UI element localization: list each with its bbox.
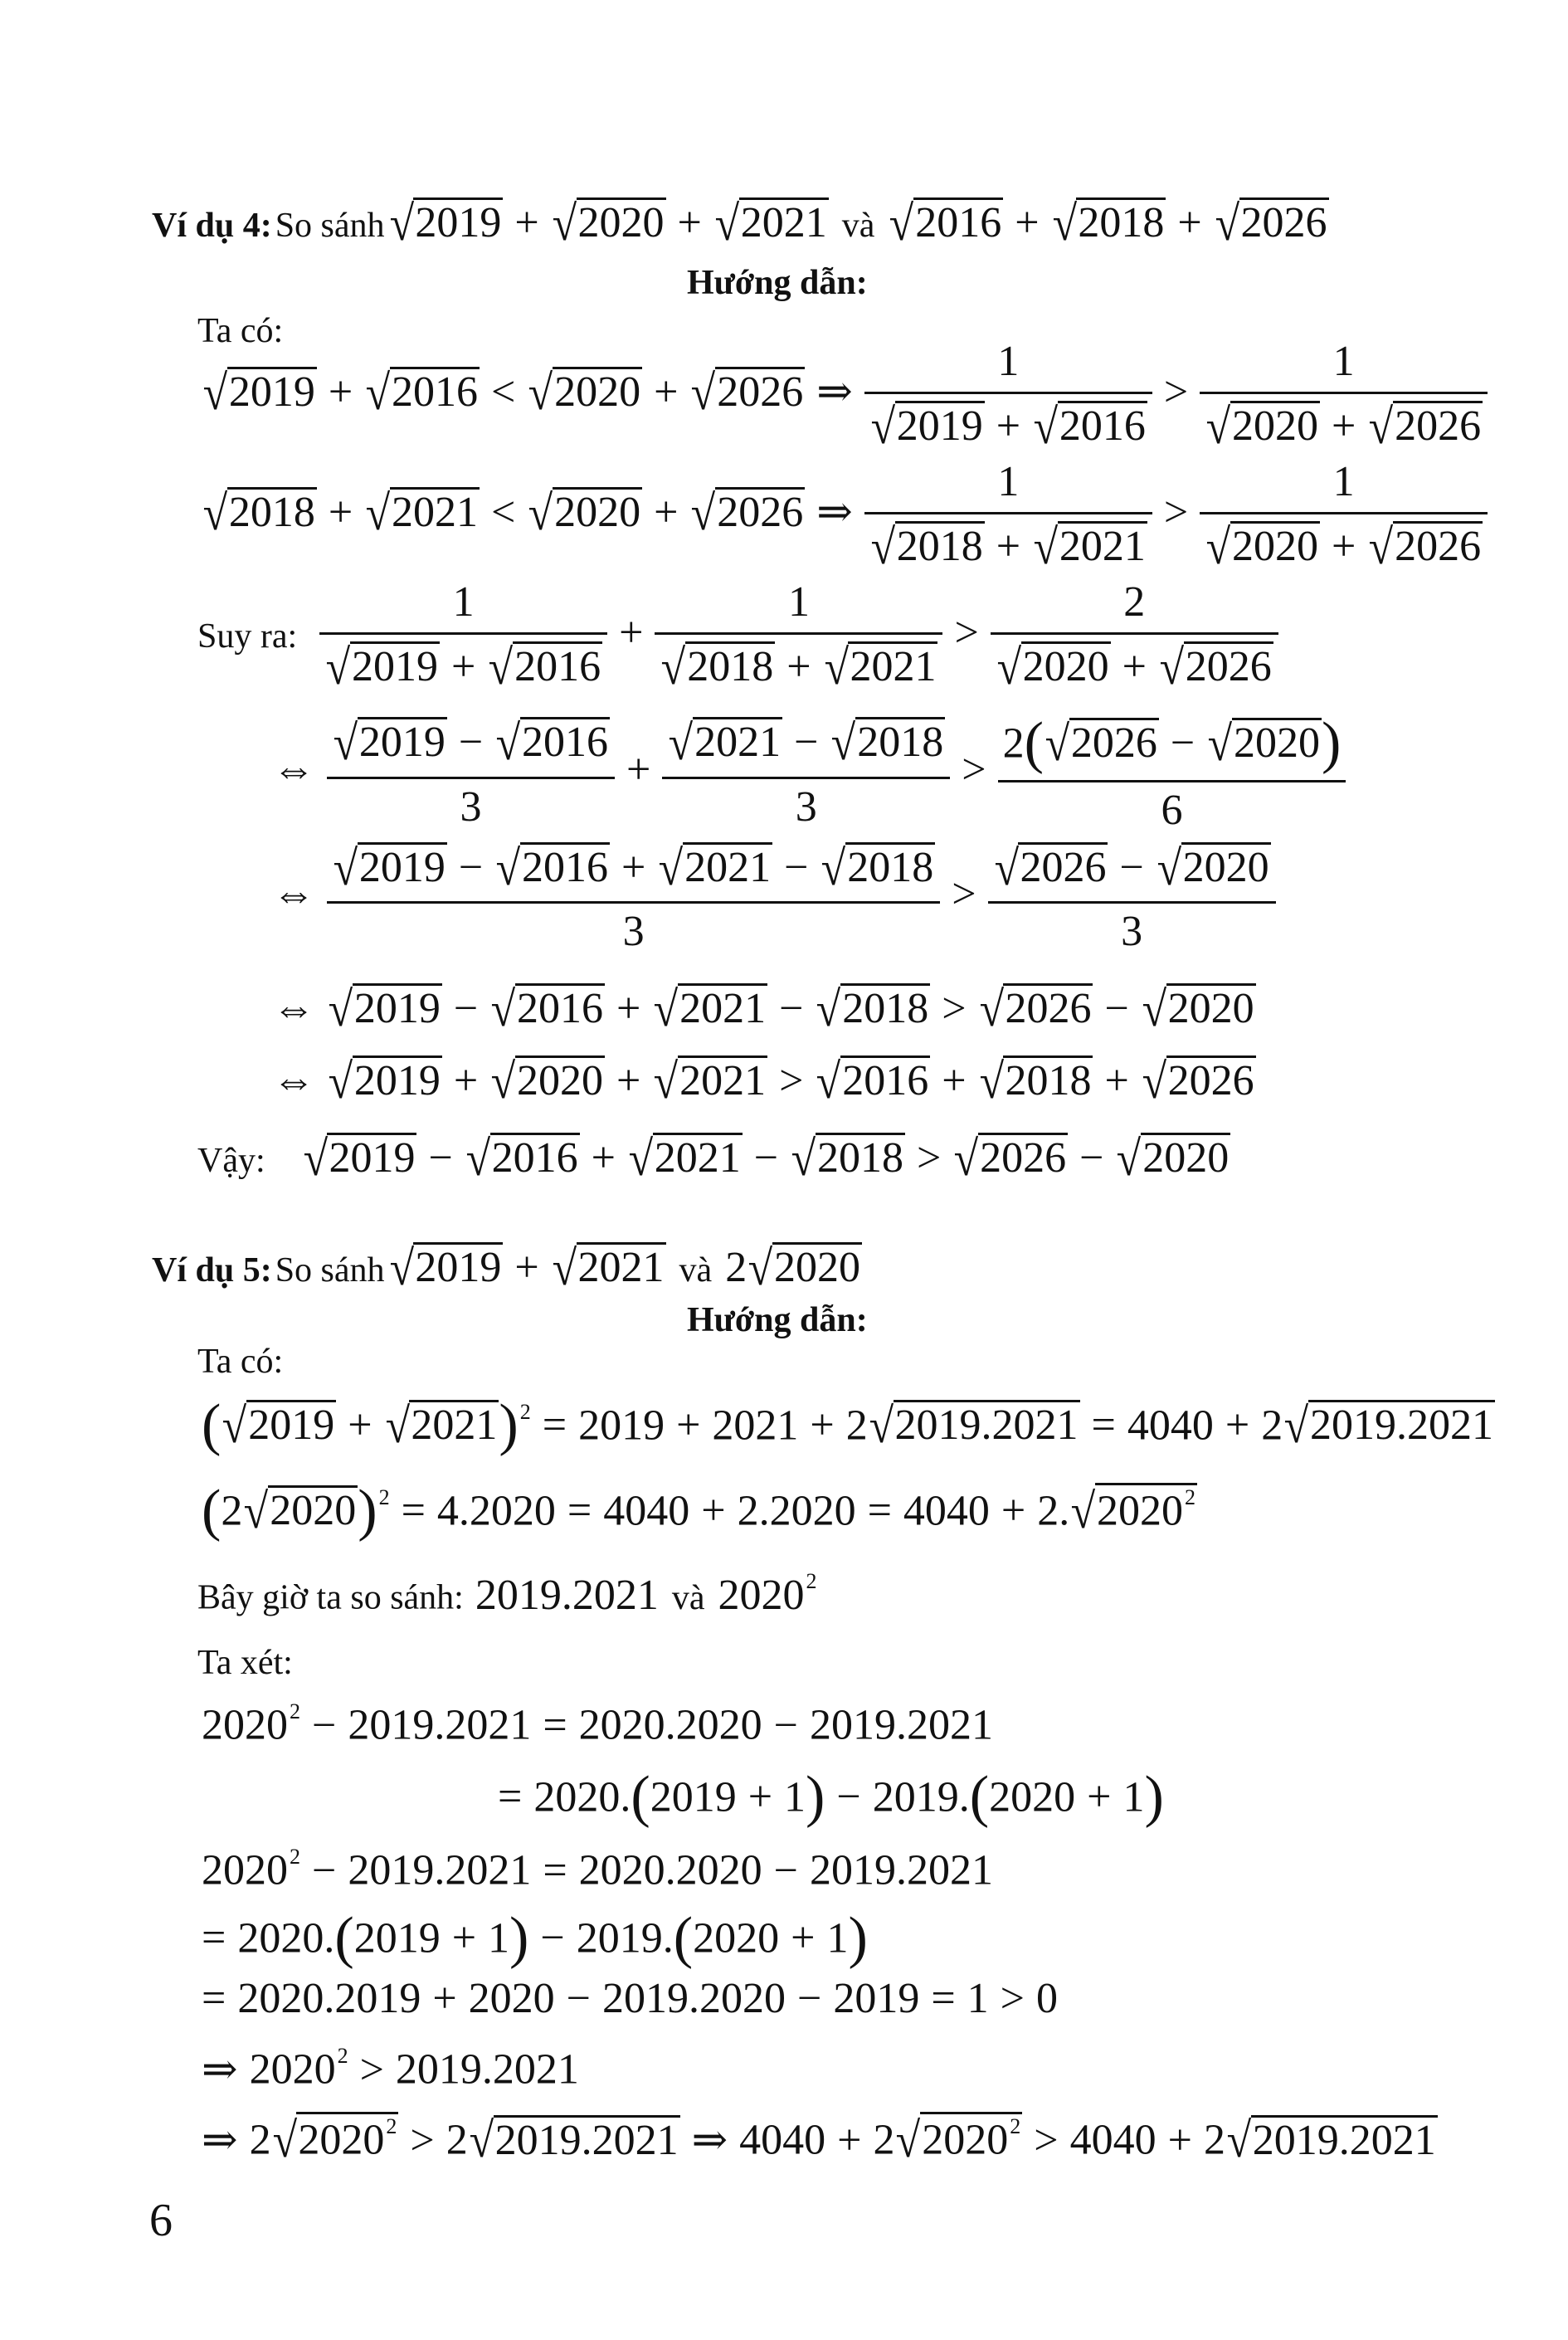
example-5-calc-2: = 2020.(2019 + 1) − 2019.(2020 + 1)	[498, 1764, 1164, 1829]
example-5-calc-4: = 2020.(2019 + 1) − 2019.(2020 + 1)	[202, 1905, 868, 1970]
example-5-calc-1: $2020^2 - 2019.2021 = 2020.2020 - 2019.2021$	[202, 1699, 993, 1749]
example-4-prompt: So sánh	[275, 207, 385, 245]
example-4-deduce: Suy ra:	[197, 617, 298, 656]
example-5-now-compare-line: Bây giờ ta so sánh: 2019.2021 và 2020$^2$	[197, 1569, 817, 1619]
example-4-equiv-4: ⇔ √2019 + √2020 + √2021 > √2016 + √2018 + √2026	[272, 1053, 1254, 1109]
example-5-prompt: So sánh	[275, 1251, 385, 1289]
example-4-expr-left: √2019 + √2020 + √2021	[389, 195, 827, 251]
example-5-heading: Hướng dẫn:	[687, 1301, 868, 1339]
example-4-statement	[152, 195, 1329, 251]
example-4-label: Ví dụ 4:	[152, 207, 272, 245]
example-5-and: và	[679, 1251, 713, 1289]
example-5-calc-6: ⇒ $2020^2 > 2019.2021$	[202, 2044, 579, 2094]
page-number: 6	[149, 2195, 173, 2246]
example-4-inequality-1: √2019 + √2016 < √2020 + √2026 ⇒ $\frac{1}{√2019 + √2016}$ > $\frac{1}{√2020 + √2026}$	[202, 340, 1488, 451]
example-4-equiv-1: ⇔ $\frac{√2019 - √2016}{3}$ + $\frac{√2021 - √2018}{3}$ > $\frac{2(√2026 - √2020)}{6}$	[272, 714, 1346, 832]
example-4-we-have: Ta có:	[197, 312, 284, 350]
example-4-equiv-3: ⇔ √2019 − √2016 + √2021 − √2018 > √2026 − √2020	[272, 981, 1254, 1036]
example-5-calc-7: ⇒ $2√2020^2 > 2√2019.2021$ ⇒ $4040 + 2√2020^2 > 4040 + 2√2019.2021$	[202, 2113, 1436, 2168]
example-5-square-left: $(√2019 + √2021)^2 = 2019 + 2021 + 2√2019.2021 = 4040 + 2√2019.2021$	[202, 1392, 1494, 1457]
example-5-label: Ví dụ 5:	[152, 1251, 272, 1289]
example-4-heading: Hướng dẫn:	[687, 264, 868, 302]
example-5-we-have: Ta có:	[197, 1343, 284, 1381]
example-5-consider: Ta xét:	[197, 1644, 293, 1682]
example-4-expr-right: √2016 + √2018 + √2026	[889, 195, 1327, 251]
example-4-thus: Vậy:	[197, 1142, 265, 1180]
example-5-now-compare: Bây giờ ta so sánh:	[197, 1578, 464, 1617]
example-4-conclusion: Vậy: √2019 − √2016 + √2021 − √2018 > √2026 − √2020	[197, 1130, 1230, 1186]
example-5-square-right: $(2√2020)^2 = 4.2020 = 4040 + 2.2020 = 4040 + 2.√2020^2$	[202, 1478, 1196, 1543]
example-5-statement: Ví dụ 5: So sánh √2019 + √2021 và 2√2020	[152, 1240, 861, 1295]
example-4-inequality-2: √2018 + √2021 < √2020 + √2026 ⇒ $\frac{1}{√2018 + √2021}$ > $\frac{1}{√2020 + √2026}$	[202, 461, 1488, 572]
example-4-and: và	[841, 207, 875, 245]
example-4-equiv-2: ⇔ $\frac{√2019 - √2016 + √2021 - √2018}{3}$ > $\frac{√2026 - √2020}{3}$	[272, 842, 1276, 953]
example-5-calc-5: = 2020.2019 + 2020 − 2019.2020 − 2019 = 1 > 0	[202, 1975, 1058, 2022]
example-5-calc-3: $2020^2 - 2019.2021 = 2020.2020 - 2019.2021$	[202, 1845, 993, 1894]
example-4-deduce-line: Suy ra: $\frac{1}{√2019 + √2016}$ + $\frac{1}{√2018 + √2021}$ > $\frac{2}{√2020 + √2026}$	[197, 581, 1278, 692]
